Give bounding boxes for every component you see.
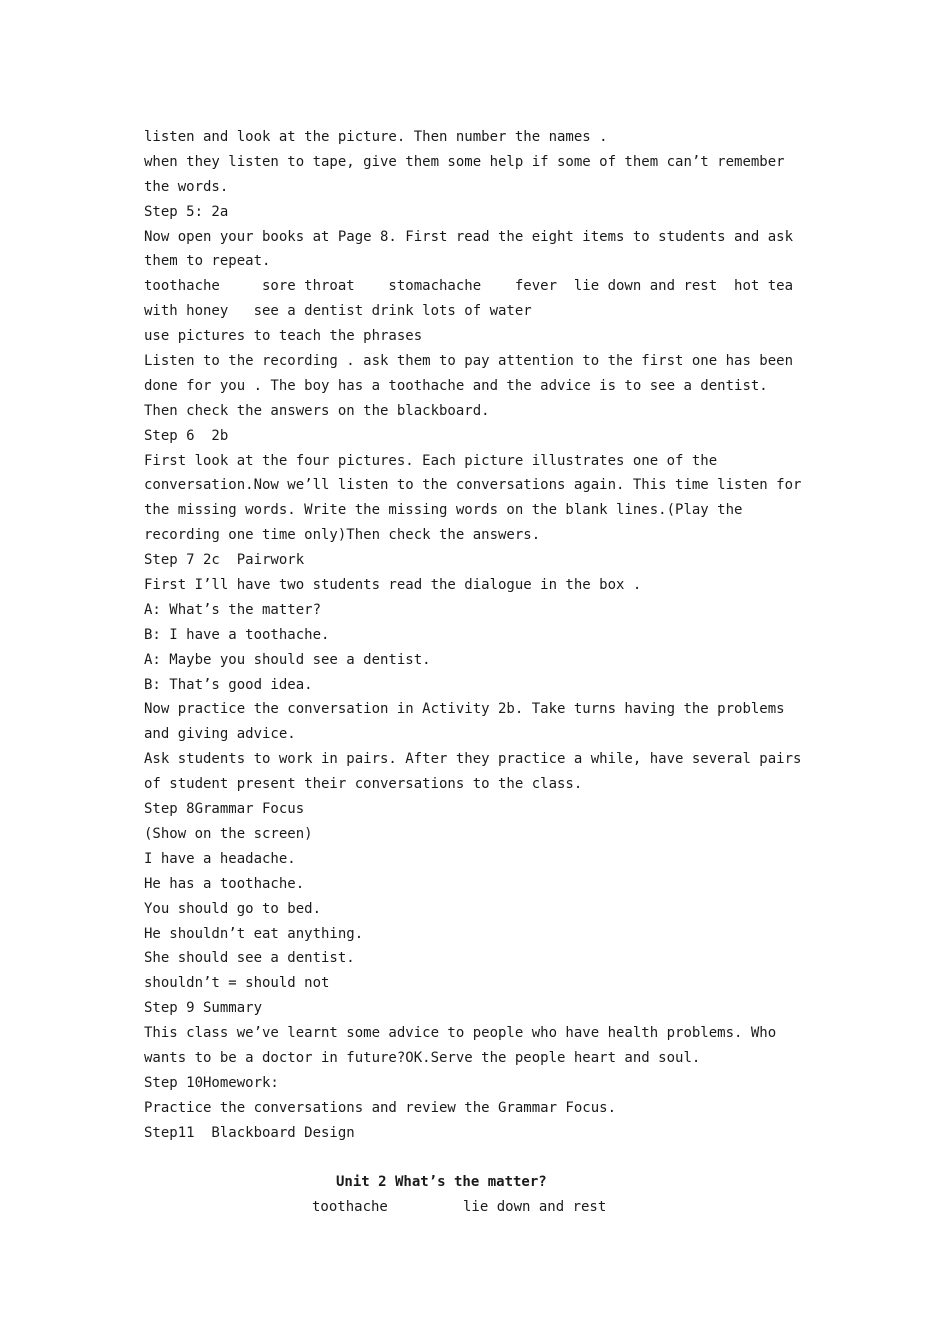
step-heading: Step 8Grammar Focus <box>144 801 305 818</box>
text-line: First look at the four pictures. Each picture illustrates one of the <box>144 452 718 469</box>
text-line: conversation.Now we’ll listen to the conversations again. This time listen for <box>144 477 802 494</box>
text-line: them to repeat. <box>144 253 271 270</box>
text-line: when they listen to tape, give them some help if some of them can’t remember <box>144 153 785 170</box>
step-heading: Step 10Homework: <box>144 1074 279 1091</box>
blackboard-title: Unit 2 What’s the matter? <box>336 1174 547 1190</box>
lesson-body <box>144 125 824 1146</box>
text-line: Now open your books at Page 8. First read the eight items to students and ask <box>144 228 794 245</box>
text-line: Then check the answers on the blackboard. <box>144 402 490 419</box>
text-line: First I’ll have two students read the dialogue in the box . <box>144 577 642 594</box>
text-line: Ask students to work in pairs. After they practice a while, have several pairs <box>144 751 802 768</box>
text-line: recording one time only)Then check the answers. <box>144 527 541 544</box>
text-line: Now practice the conversation in Activity 2b. Take turns having the problems <box>144 701 785 718</box>
text-line: Practice the conversations and review the Grammar Focus. <box>144 1099 617 1116</box>
text-line: (Show on the screen) <box>144 825 313 842</box>
blackboard-item-right: lie down and rest <box>463 1199 607 1215</box>
grammar-example: He shouldn’t eat anything. <box>144 925 364 942</box>
text-line: This class we’ve learnt some advice to people who have health problems. Who <box>144 1025 777 1042</box>
grammar-example: He has a toothache. <box>144 875 305 892</box>
grammar-example: I have a headache. <box>144 850 296 867</box>
blackboard-item-left: toothache <box>312 1199 388 1215</box>
dialogue-line: B: That’s good idea. <box>144 676 313 693</box>
text-line: with honey see a dentist drink lots of water <box>144 303 532 320</box>
text-line: the missing words. Write the missing words on the blank lines.(Play the <box>144 502 743 519</box>
dialogue-line: A: What’s the matter? <box>144 601 322 618</box>
text-line: listen and look at the picture. Then number the names . <box>144 129 608 145</box>
step-heading: Step 6 2b <box>144 427 229 444</box>
step-heading: Step11 Blackboard Design <box>144 1124 355 1141</box>
step-heading: Step 7 2c Pairwork <box>144 552 305 569</box>
step-heading: Step 9 Summary <box>144 1000 263 1017</box>
text-line: Listen to the recording . ask them to pay attention to the first one has been <box>144 353 794 370</box>
dialogue-line: B: I have a toothache. <box>144 626 330 643</box>
text-line: and giving advice. <box>144 726 296 743</box>
text-line: of student present their conversations to the class. <box>144 776 583 793</box>
grammar-example: shouldn’t = should not <box>144 975 330 992</box>
step-heading: Step 5: 2a <box>144 203 229 220</box>
grammar-example: You should go to bed. <box>144 900 322 917</box>
text-line: the words. <box>144 178 229 195</box>
text-line: use pictures to teach the phrases <box>144 328 423 345</box>
grammar-example: She should see a dentist. <box>144 950 355 967</box>
text-line: wants to be a doctor in future?OK.Serve the people heart and soul. <box>144 1049 701 1066</box>
text-line: done for you . The boy has a toothache and the advice is to see a dentist. <box>144 377 768 394</box>
dialogue-line: A: Maybe you should see a dentist. <box>144 651 431 668</box>
text-line: toothache sore throat stomachache fever lie down and rest hot tea <box>144 278 794 295</box>
